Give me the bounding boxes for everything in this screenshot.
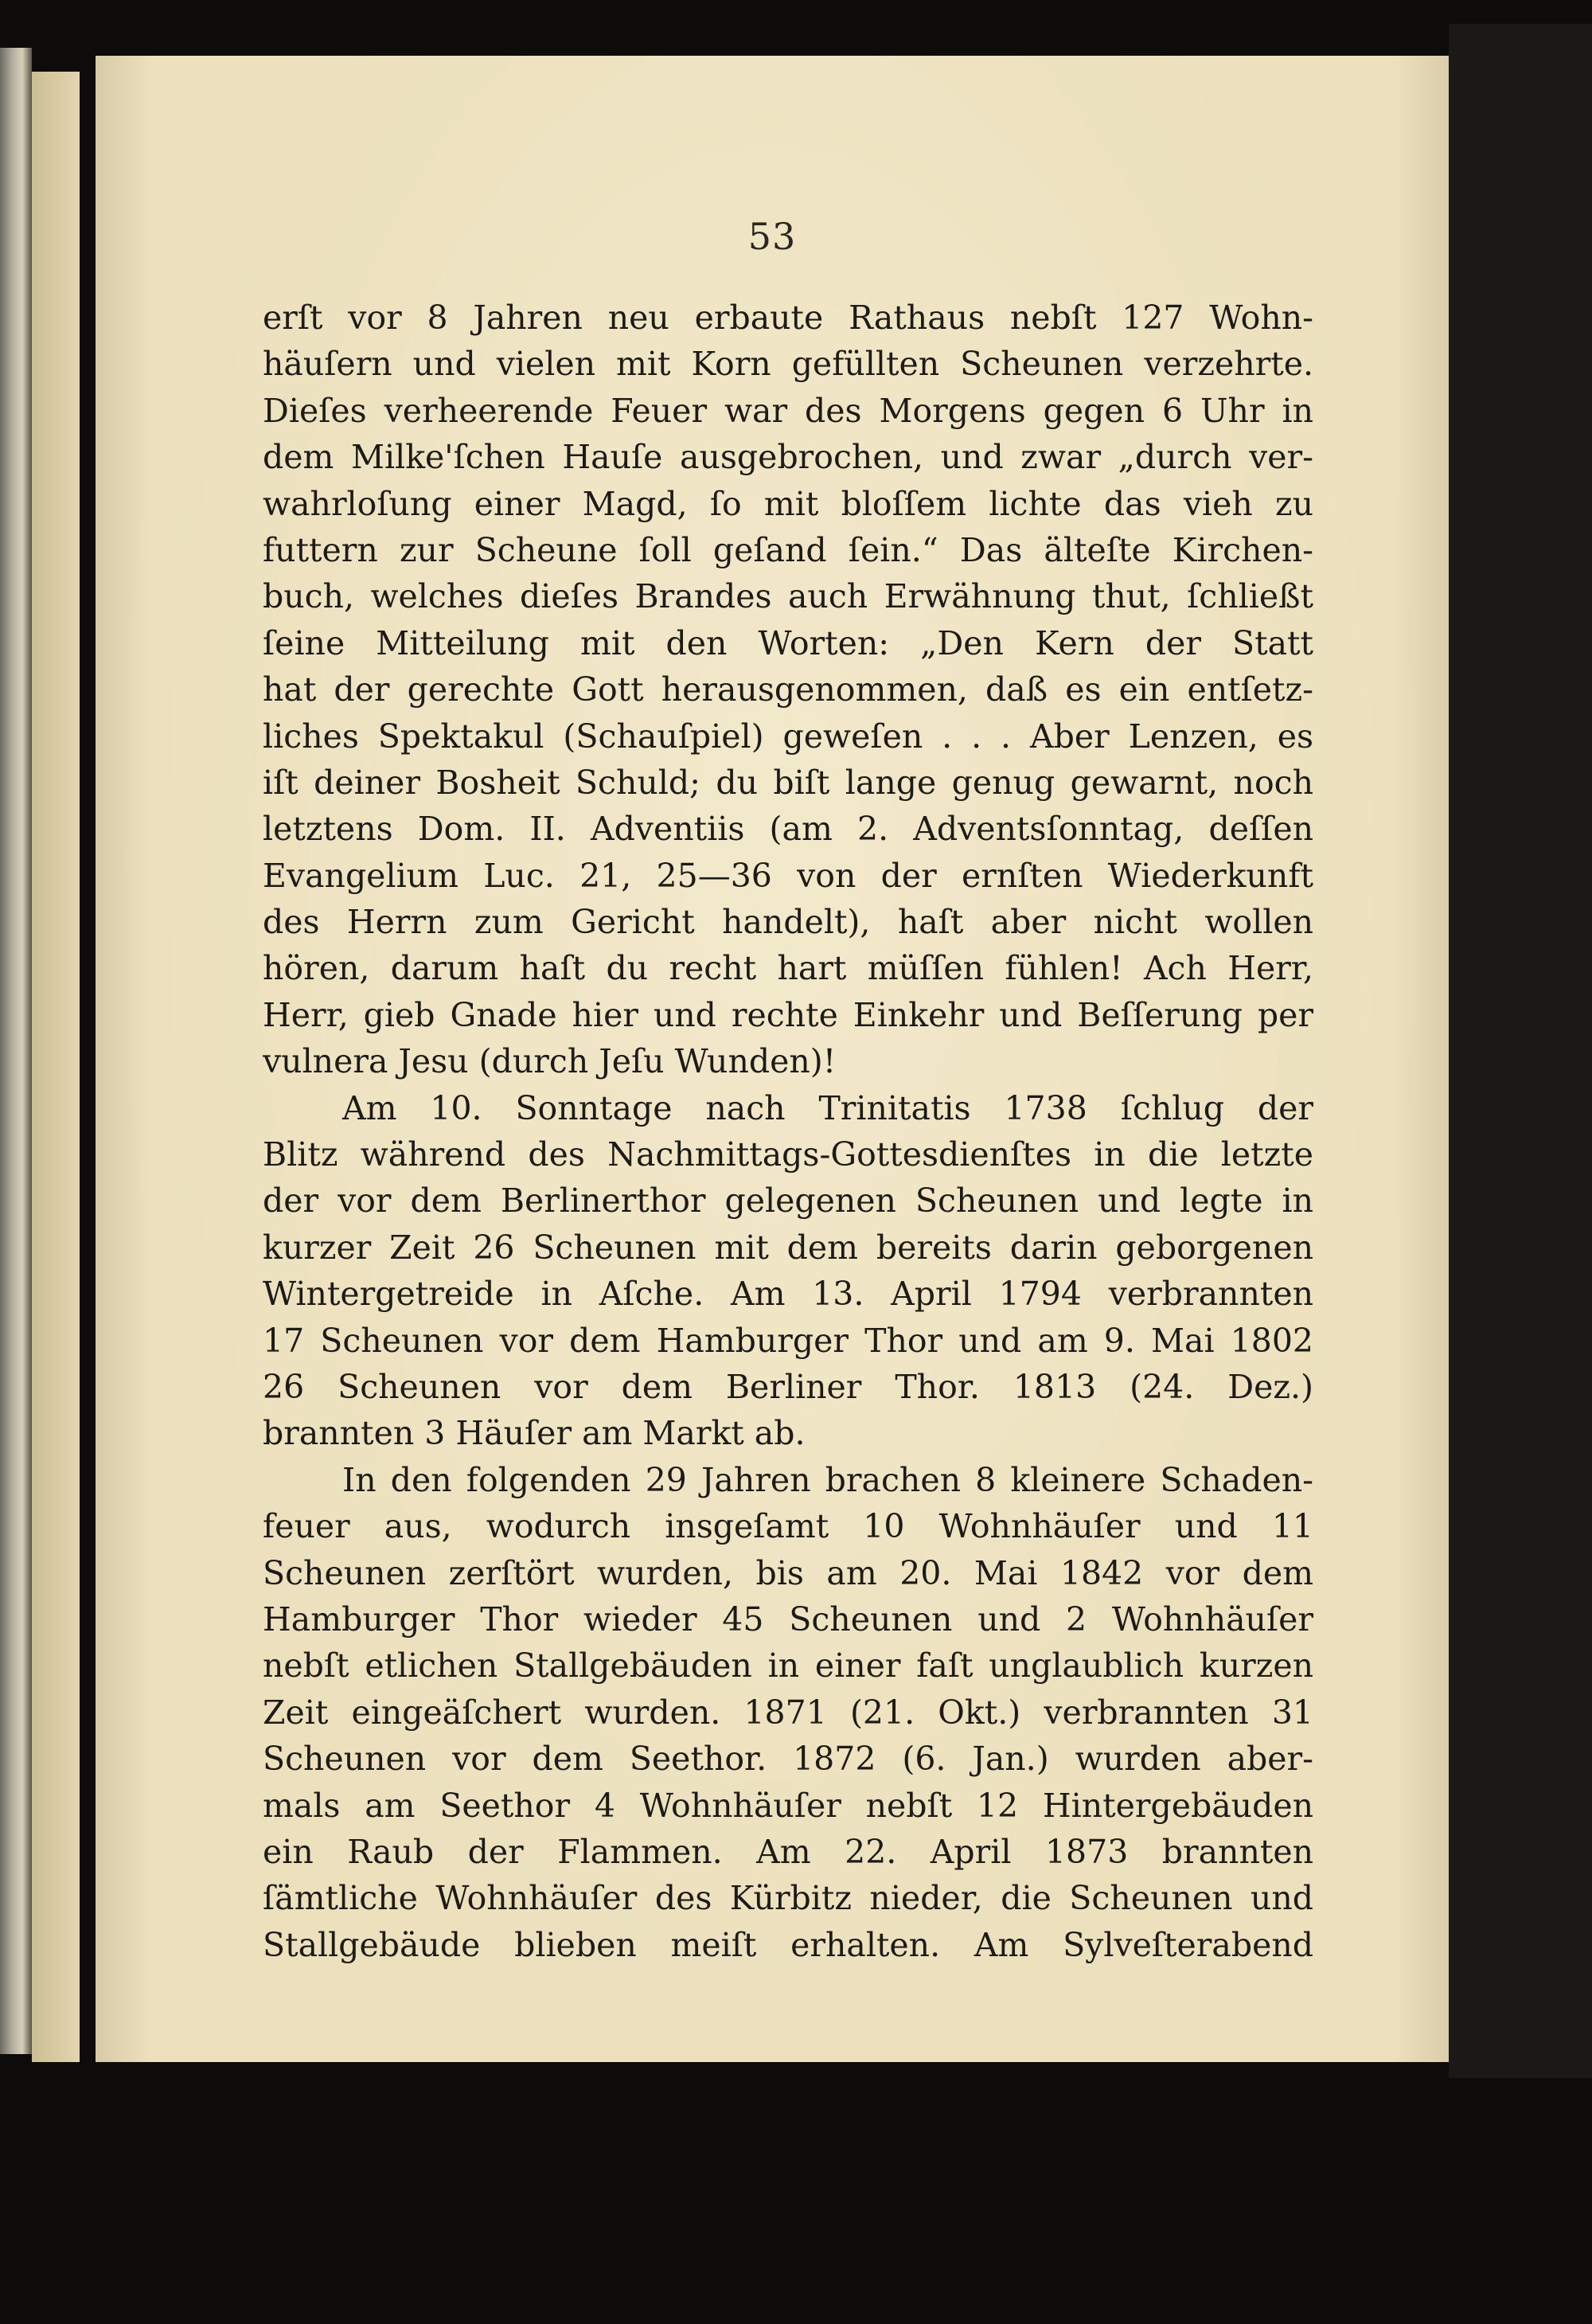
text-line: Zeit eingeäſchert wurden. 1871 (21. Okt.) verbrannten 31	[263, 1693, 1313, 1732]
text-line: Dieſes verheerende Feuer war des Morgens gegen 6 Uhr in	[263, 391, 1313, 430]
book-spine-edge	[0, 48, 32, 2054]
text-line: kurzer Zeit 26 Scheunen mit dem bereits darin geborgenen	[263, 1228, 1313, 1267]
text-line: Hamburger Thor wieder 45 Scheunen und 2 Wohnhäuſer	[263, 1599, 1313, 1639]
text-line: vulnera Jesu (durch Jeſu Wunden)!	[263, 1042, 837, 1081]
text-line: Stallgebäude blieben meiſt erhalten. Am Sylveſterabend	[263, 1925, 1313, 1964]
text-line: Herr, gieb Gnade hier und rechte Einkehr und Beſſerung per	[263, 995, 1313, 1034]
text-line: erſt vor 8 Jahren neu erbaute Rathaus nebſt 127 Wohn-	[263, 299, 1313, 337]
body-text	[263, 295, 1313, 1968]
text-line: häuſern und vielen mit Korn gefüllten Scheunen verzehrte.	[263, 345, 1313, 384]
text-line: mals am Seethor 4 Wohnhäuſer nebſt 12 Hintergebäuden	[263, 1786, 1313, 1825]
text-line: liches Spektakul (Schauſpiel) geweſen . . . Aber Lenzen, es	[263, 717, 1313, 756]
text-line: wahrloſung einer Magd, ſo mit bloſſem lichte das vieh zu	[263, 484, 1313, 523]
text-line: 17 Scheunen vor dem Hamburger Thor und am 9. Mai 1802	[263, 1321, 1313, 1360]
text-line: hören, darum haſt du recht hart müſſen fühlen! Ach Herr,	[263, 949, 1313, 988]
text-line: 26 Scheunen vor dem Berliner Thor. 1813 (24. Dez.)	[263, 1367, 1313, 1406]
text-line: brannten 3 Häuſer am Markt ab.	[263, 1414, 806, 1453]
text-line: Scheunen vor dem Seethor. 1872 (6. Jan.) wurden aber-	[263, 1740, 1313, 1779]
left-page-strip	[32, 72, 80, 2062]
text-line: nebſt etlichen Stallgebäuden in einer faſt unglaublich kurzen	[263, 1646, 1313, 1685]
text-line: iſt deiner Bosheit Schuld; du biſt lange genug gewarnt, noch	[263, 763, 1313, 802]
text-line: dem Milke'ſchen Hauſe ausgebrochen, und zwar „durch ver-	[263, 438, 1313, 477]
book-page	[96, 56, 1449, 2062]
text-line: Scheunen zerſtört wurden, bis am 20. Mai 1842 vor dem	[263, 1553, 1313, 1592]
text-line: der vor dem Berlinerthor gelegenen Scheunen und legte in	[263, 1182, 1313, 1221]
book-cover	[1449, 24, 1592, 2078]
paragraph-start-line: In den folgenden 29 Jahren brachen 8 kleinere Schaden-	[342, 1460, 1313, 1499]
text-line: ſämtliche Wohnhäuſer des Kürbitz nieder, die Scheunen und	[263, 1879, 1313, 1918]
text-line: Evangelium Luc. 21, 25—36 von der ernſten Wiederkunft	[263, 856, 1313, 895]
text-line: hat der gerechte Gott herausgenommen, daß es ein entſetz-	[263, 670, 1313, 709]
text-line: letztens Dom. II. Adventiis (am 2. Adventsſonntag, deſſen	[263, 810, 1313, 849]
text-line: des Herrn zum Gericht handelt), haſt aber nicht wollen	[263, 903, 1313, 942]
text-line: Blitz während des Nachmittags-Gottesdienſtes in die letzte	[263, 1135, 1313, 1174]
paragraph-start-line: Am 10. Sonntage nach Trinitatis 1738 ſchlug der	[342, 1088, 1313, 1127]
text-line: feuer aus, wodurch insgeſamt 10 Wohnhäuſer und 11	[263, 1507, 1313, 1546]
text-line: buch, welches dieſes Brandes auch Erwähnung thut, ſchließt	[263, 577, 1313, 616]
page-number: 53	[747, 215, 797, 258]
text-line: ſeine Mitteilung mit den Worten: „Den Kern der Statt	[263, 623, 1313, 662]
text-line: futtern zur Scheune ſoll geſand ſein.“ Das älteſte Kirchen-	[263, 530, 1313, 569]
text-line: ein Raub der Flammen. Am 22. April 1873 brannten	[263, 1832, 1313, 1871]
text-line: Wintergetreide in Aſche. Am 13. April 1794 verbrannten	[263, 1275, 1313, 1314]
